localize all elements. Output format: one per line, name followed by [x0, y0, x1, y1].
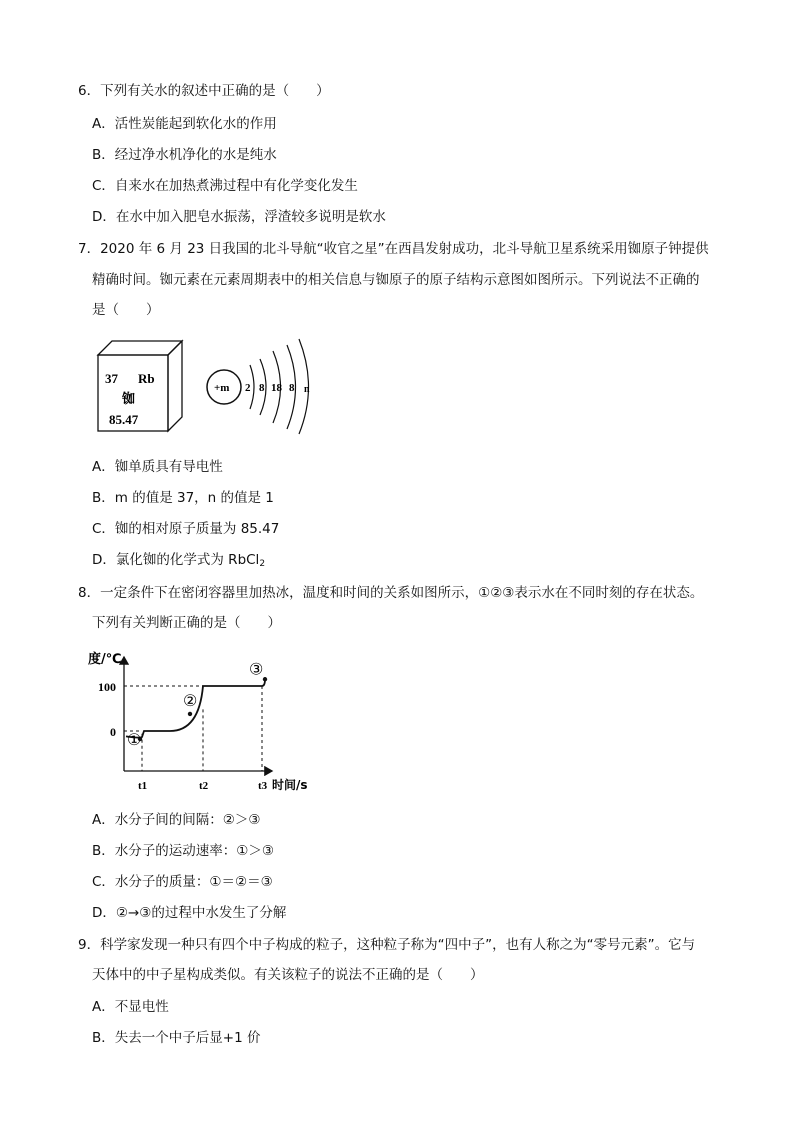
shell-count-1: 2 — [245, 382, 251, 394]
y-tick-label-100: 100 — [98, 680, 116, 694]
shell-count-3: 18 — [271, 382, 282, 394]
atom-structure — [207, 339, 310, 434]
q8-option-c: C．水分子的质量：①＝②＝③ — [92, 874, 273, 890]
nucleus-charge: +m — [214, 382, 230, 394]
shell-count-5: n — [304, 384, 310, 395]
q7-option-d-text: D．氯化铷的化学式为 RbCl — [92, 552, 260, 568]
q7-option-c: C．铷的相对原子质量为 85.47 — [92, 521, 280, 537]
q6-option-c: C．自来水在加热煮沸过程中有化学变化发生 — [92, 178, 358, 194]
shell-count-4: 8 — [289, 382, 295, 394]
q7-option-d-subscript: 2 — [259, 559, 266, 569]
q7-stem-line2: 精确时间。铷元素在元素周期表中的相关信息与铷原子的原子结构示意图如图所示。下列说法不正确的 — [92, 272, 700, 288]
q9-option-a: A．不显电性 — [92, 999, 169, 1015]
state-label-2: ② — [183, 692, 198, 710]
x-tick-label-t1: t1 — [138, 780, 148, 792]
q8-stem-line1: 8．一定条件下在密闭容器里加热冰，温度和时间的关系如图所示，①②③表示水在不同时刻的存在状态。 — [78, 585, 704, 601]
q8-option-d: D．②→③的过程中水发生了分解 — [92, 905, 287, 921]
q9-stem-line2: 天体中的中子星构成类似。有关该粒子的说法不正确的是（ ） — [92, 967, 484, 983]
q7-stem-line1: 7．2020 年 6 月 23 日我国的北斗导航“收官之星”在西昌发射成功，北斗导航卫星系统采用铷原子钟提供 — [78, 241, 709, 257]
q7-option-b: B．m 的值是 37，n 的值是 1 — [92, 490, 274, 506]
q9-stem-line1: 9．科学家发现一种只有四个中子构成的粒子，这种粒子称为“四中子”，也有人称之为“零号元素”。它与 — [78, 937, 696, 953]
state-point-3 — [263, 677, 267, 681]
y-tick-label-0: 0 — [110, 725, 116, 739]
q8-option-a: A．水分子间的间隔：②＞③ — [92, 812, 261, 828]
y-axis-label: 度/℃ — [88, 652, 122, 667]
q9-option-b: B．失去一个中子后显+1 价 — [92, 1030, 261, 1046]
state-label-3: ③ — [249, 661, 264, 679]
q6-option-d: D．在水中加入肥皂水振荡，浮渣较多说明是软水 — [92, 209, 386, 225]
q6-stem: 6．下列有关水的叙述中正确的是（ ） — [78, 83, 330, 99]
q7-stem-line3: 是（ ） — [92, 302, 160, 318]
rubidium-figure — [92, 335, 332, 435]
heating-curve-chart — [86, 643, 326, 803]
q6-option-a: A．活性炭能起到软化水的作用 — [92, 116, 277, 132]
state-point-2 — [188, 712, 192, 716]
atomic-number: 37 — [105, 371, 118, 386]
element-name: 铷 — [122, 392, 136, 407]
state-label-1: ① — [127, 732, 142, 749]
q6-option-b: B．经过净水机净化的水是纯水 — [92, 147, 277, 163]
element-symbol: Rb — [138, 371, 155, 386]
q8-stem-line2: 下列有关判断正确的是（ ） — [92, 615, 281, 631]
electron-shell-1 — [250, 365, 254, 409]
q8-option-b: B．水分子的运动速率：①＞③ — [92, 843, 274, 859]
shell-count-2: 8 — [259, 382, 265, 394]
x-tick-label-t2: t2 — [199, 780, 209, 792]
x-tick-label-t3: t3 — [258, 780, 268, 792]
q7-option-d — [92, 551, 265, 573]
q7-option-a: A．铷单质具有导电性 — [92, 459, 223, 475]
element-cell — [98, 341, 182, 431]
x-axis-label: 时间/s — [272, 778, 308, 792]
atomic-mass: 85.47 — [109, 412, 139, 427]
